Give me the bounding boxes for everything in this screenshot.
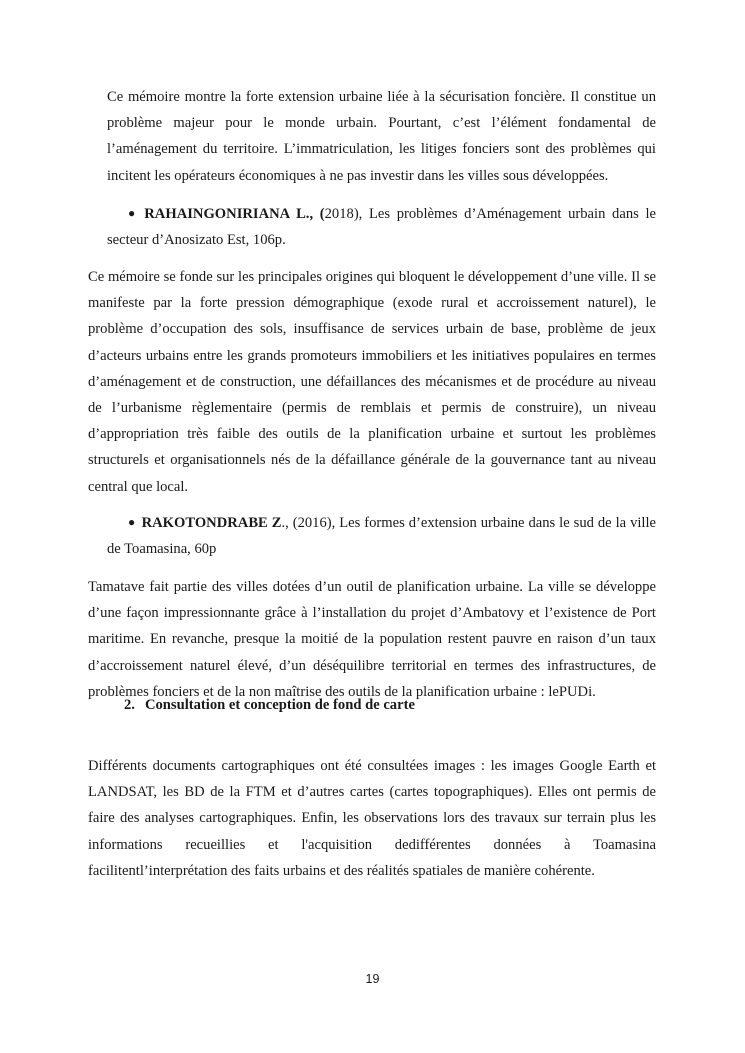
page-number: 19 [365,972,380,986]
paragraph-origines-developpement: Ce mémoire se fonde sur les principales origines qui bloquent le développement d’une ville. Il se manifeste par la forte pression démographique (exode rural et accroissement naturel), le problème d’occupation des sols, insuffisance de services urbain de base, problème de jeux d’acteurs urbains entre les grands promoteurs immobiliers et les initiatives populaires en termes d’aménagement et de construction, une défaillances des mécanismes et de procédure au niveau de l’urbanisme règlementaire (permis de remblais et permis de construire), un niveau d’appropriation très faible des outils de la planification urbaine et surtout les problèmes structurels et organisationnels nés de la défaillance générale de la gouvernance tant au niveau central que local. [88,269,656,495]
section-number: 2. [124,697,135,713]
section-heading [124,692,415,718]
bullet-icon: ● [128,515,136,529]
paragraph-tamatave: Tamatave fait partie des villes dotées d’un outil de planification urbaine. La ville se développe d’une façon impressionnante grâce à l’installation du projet d’Ambatovy et l’existence de Port maritime. En revanche, presque la moitié de la population restent pauvre en raison d’un taux d’accroissement naturel élevé, d’un déséquilibre territorial en termes des infrastructures, de problèmes fonciers et de la non maîtrise des outils de la planification urbaine : lePUDi. [88,579,656,700]
reference-details: ., (2016), Les formes d’extension urbaine dans le sud de la ville de Toamasina, 60p [107,515,657,558]
reference-author: RAKOTONDRABE Z [141,515,282,531]
reference-author: RAHAINGONIRIANA L., ( [144,206,325,222]
reference-rakotondrabe [107,509,656,562]
reference-details: 2018), Les problèmes d’Aménagement urbain dans le secteur d’Anosizato Est, 106p. [107,206,656,249]
paragraph-documents-cartographiques: Différents documents cartographiques ont été consultées images : les images Google Earth et LANDSAT, les BD de la FTM et d’autres cartes (cartes topographiques). Elles ont permis de faire des analyses cartographiques. Enfin, les observations lors des travaux sur terrain plus les informations recueillies et l'acquisition dedifférentes données à Toamasina facilitentl’interprétation des faits urbains et des réalités spatiales de manière cohérente. [88,758,656,879]
section-title: Consultation et conception de fond de carte [144,697,415,713]
reference-rahaingoniriana [107,200,656,253]
paragraph-memoire-securisation-fonciere: Ce mémoire montre la forte extension urbaine liée à la sécurisation foncière. Il constitue un problème majeur pour le monde urbain. Pourtant, c’est l’élément fondamental de l’aménagement du territoire. L’immatriculation, les litiges fonciers sont des problèmes qui incitent les opérateurs économiques à ne pas investir dans les villes sous développées. [107,89,656,184]
bullet-icon: ● [128,206,139,220]
